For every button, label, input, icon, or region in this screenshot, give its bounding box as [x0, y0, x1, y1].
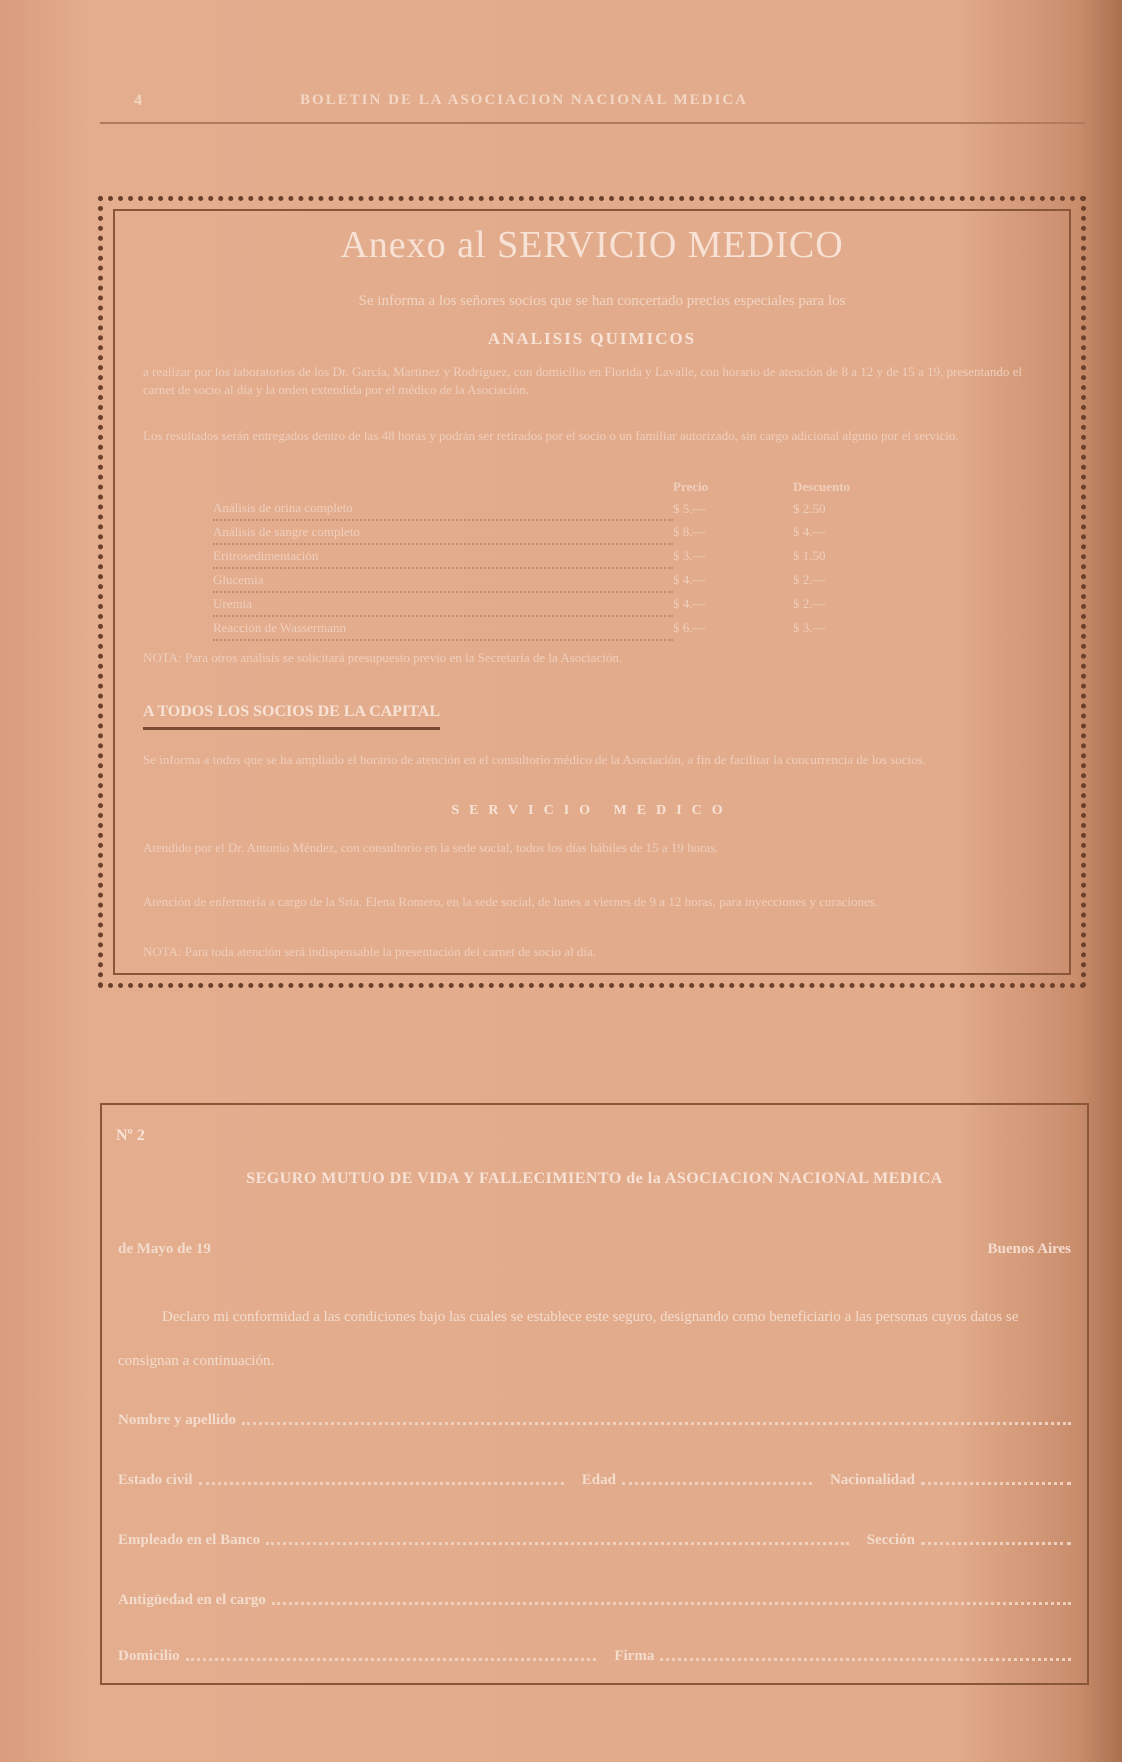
price-table-row	[213, 544, 873, 568]
field-row-antiguedad	[118, 1585, 1071, 1609]
price-table-row	[213, 616, 873, 640]
nacionalidad-field[interactable]	[921, 1482, 1071, 1485]
page-number: 4	[134, 92, 142, 109]
analysis-discount: $ 2.50	[793, 500, 826, 516]
firma-field[interactable]	[660, 1658, 1071, 1661]
analysis-discount: $ 2.—	[793, 572, 826, 587]
form-title: SEGURO MUTUO DE VIDA Y FALLECIMIENTO de la ASOCIACION NACIONAL MEDICA	[246, 1170, 943, 1187]
empleado-field[interactable]	[266, 1542, 849, 1545]
announcement-box	[98, 196, 1086, 988]
analysis-name: Eritrosedimentación	[213, 544, 673, 568]
field-row-empleado	[118, 1525, 1071, 1549]
field-row-estado	[118, 1465, 1071, 1489]
price-table-header	[213, 477, 673, 497]
analysis-price: $ 3.—	[673, 548, 706, 563]
edad-field[interactable]	[622, 1482, 812, 1485]
analysis-discount: $ 4.—	[793, 524, 826, 539]
price-table	[213, 477, 873, 641]
announcement-title: Anexo al SERVICIO MEDICO	[340, 224, 844, 266]
running-head: BOLETIN DE LA ASOCIACION NACIONAL MEDICA	[300, 92, 748, 108]
analysis-name: Análisis de orina completo	[213, 497, 673, 520]
analysis-discount: $ 1.50	[793, 548, 826, 563]
price-table-row	[213, 497, 873, 520]
field-label: Firma	[614, 1648, 655, 1664]
announcement-paragraph: Atendido por el Dr. Antonio Méndez, con consultorio en la sede social, todos los días hábiles de 15 a 19 horas.	[143, 840, 719, 855]
announcement-paragraph: Se informa a todos que se ha ampliado el horario de atención en el consultorio médico de la Asociación, a fin de facilitar la concurrencia de los socios.	[143, 752, 926, 767]
analysis-price: $ 4.—	[673, 596, 706, 611]
analysis-discount: $ 3.—	[793, 620, 826, 635]
price-table-row	[213, 520, 873, 544]
form-number: Nº 2	[116, 1127, 145, 1144]
field-label: Antigüedad en el cargo	[118, 1592, 266, 1608]
estado-field[interactable]	[199, 1482, 564, 1485]
analysis-name: Análisis de sangre completo	[213, 520, 673, 544]
field-label: Domicilio	[118, 1648, 180, 1664]
announcement-paragraph: a realizar por los laboratorios de los Dr. García, Martínez y Rodríguez, con domicilio en Florida y Lavalle, con horario de atención de 8 a 12 y de 15 a 19, presentando el carnet de socio al día y la orden extendida por el médico de la Asociación.	[143, 364, 1023, 397]
analysis-discount: $ 2.—	[793, 596, 826, 611]
announcement-note: NOTA: Para otros análisis se solicitará presupuesto previo en la Secretaría de la Asociación.	[143, 650, 623, 665]
analysis-price: $ 8.—	[673, 524, 706, 539]
analysis-price: $ 5.—	[673, 500, 706, 516]
analysis-price: $ 4.—	[673, 572, 706, 587]
announcement-paragraph: Los resultados serán entregados dentro de las 48 horas y podrán ser retirados por el socio o un familiar autorizado, sin cargo adicional alguno por el servicio.	[143, 428, 959, 443]
price-table-header: Descuento	[793, 479, 851, 494]
price-table-row	[213, 568, 873, 592]
price-table-header-row	[213, 477, 873, 497]
spaced-heading: SERVICIO MEDICO	[451, 803, 733, 818]
field-label: Empleado en el Banco	[118, 1532, 261, 1548]
analysis-name: Uremia	[213, 592, 673, 616]
field-label: Nombre y apellido	[118, 1412, 237, 1428]
field-label: Estado civil	[118, 1472, 193, 1488]
domicilio-field[interactable]	[186, 1658, 597, 1661]
field-label: Sección	[866, 1532, 915, 1548]
field-row-nombre	[118, 1405, 1071, 1429]
antiguedad-field[interactable]	[272, 1602, 1071, 1605]
form-city: Buenos Aires	[987, 1241, 1071, 1257]
nombre-field[interactable]	[242, 1422, 1071, 1425]
announcement-subtitle: ANALISIS QUIMICOS	[487, 329, 697, 348]
price-table-header: Precio	[673, 479, 709, 494]
announcement-note: NOTA: Para toda atención será indispensable la presentación del carnet de socio al día.	[143, 944, 597, 959]
analysis-name: Reacción de Wassermann	[213, 616, 673, 640]
field-label: Nacionalidad	[829, 1472, 915, 1488]
announcement-intro: Se informa a los señores socios que se han concertado precios especiales para los	[358, 293, 846, 309]
price-table-row	[213, 592, 873, 616]
field-row-domicilio	[118, 1641, 1071, 1665]
analysis-price: $ 6.—	[673, 620, 706, 635]
announcement-paragraph: Atención de enfermería a cargo de la Srta. Elena Romero, en la sede social, de lunes a viernes de 9 a 12 horas, para inyecciones y curaciones.	[143, 894, 879, 909]
field-label: Edad	[581, 1472, 616, 1488]
insurance-form	[100, 1103, 1089, 1685]
form-date: de Mayo de 19	[118, 1241, 211, 1257]
seccion-field[interactable]	[921, 1542, 1071, 1545]
page-header	[100, 88, 1085, 124]
section-heading: A TODOS LOS SOCIOS DE LA CAPITAL	[143, 703, 440, 730]
form-declaration: Declaro mi conformidad a las condiciones bajo las cuales se establece este seguro, designando como beneficiario a las personas cuyos datos se consignan a continuación.	[118, 1309, 1019, 1369]
analysis-name: Glucemia	[213, 568, 673, 592]
